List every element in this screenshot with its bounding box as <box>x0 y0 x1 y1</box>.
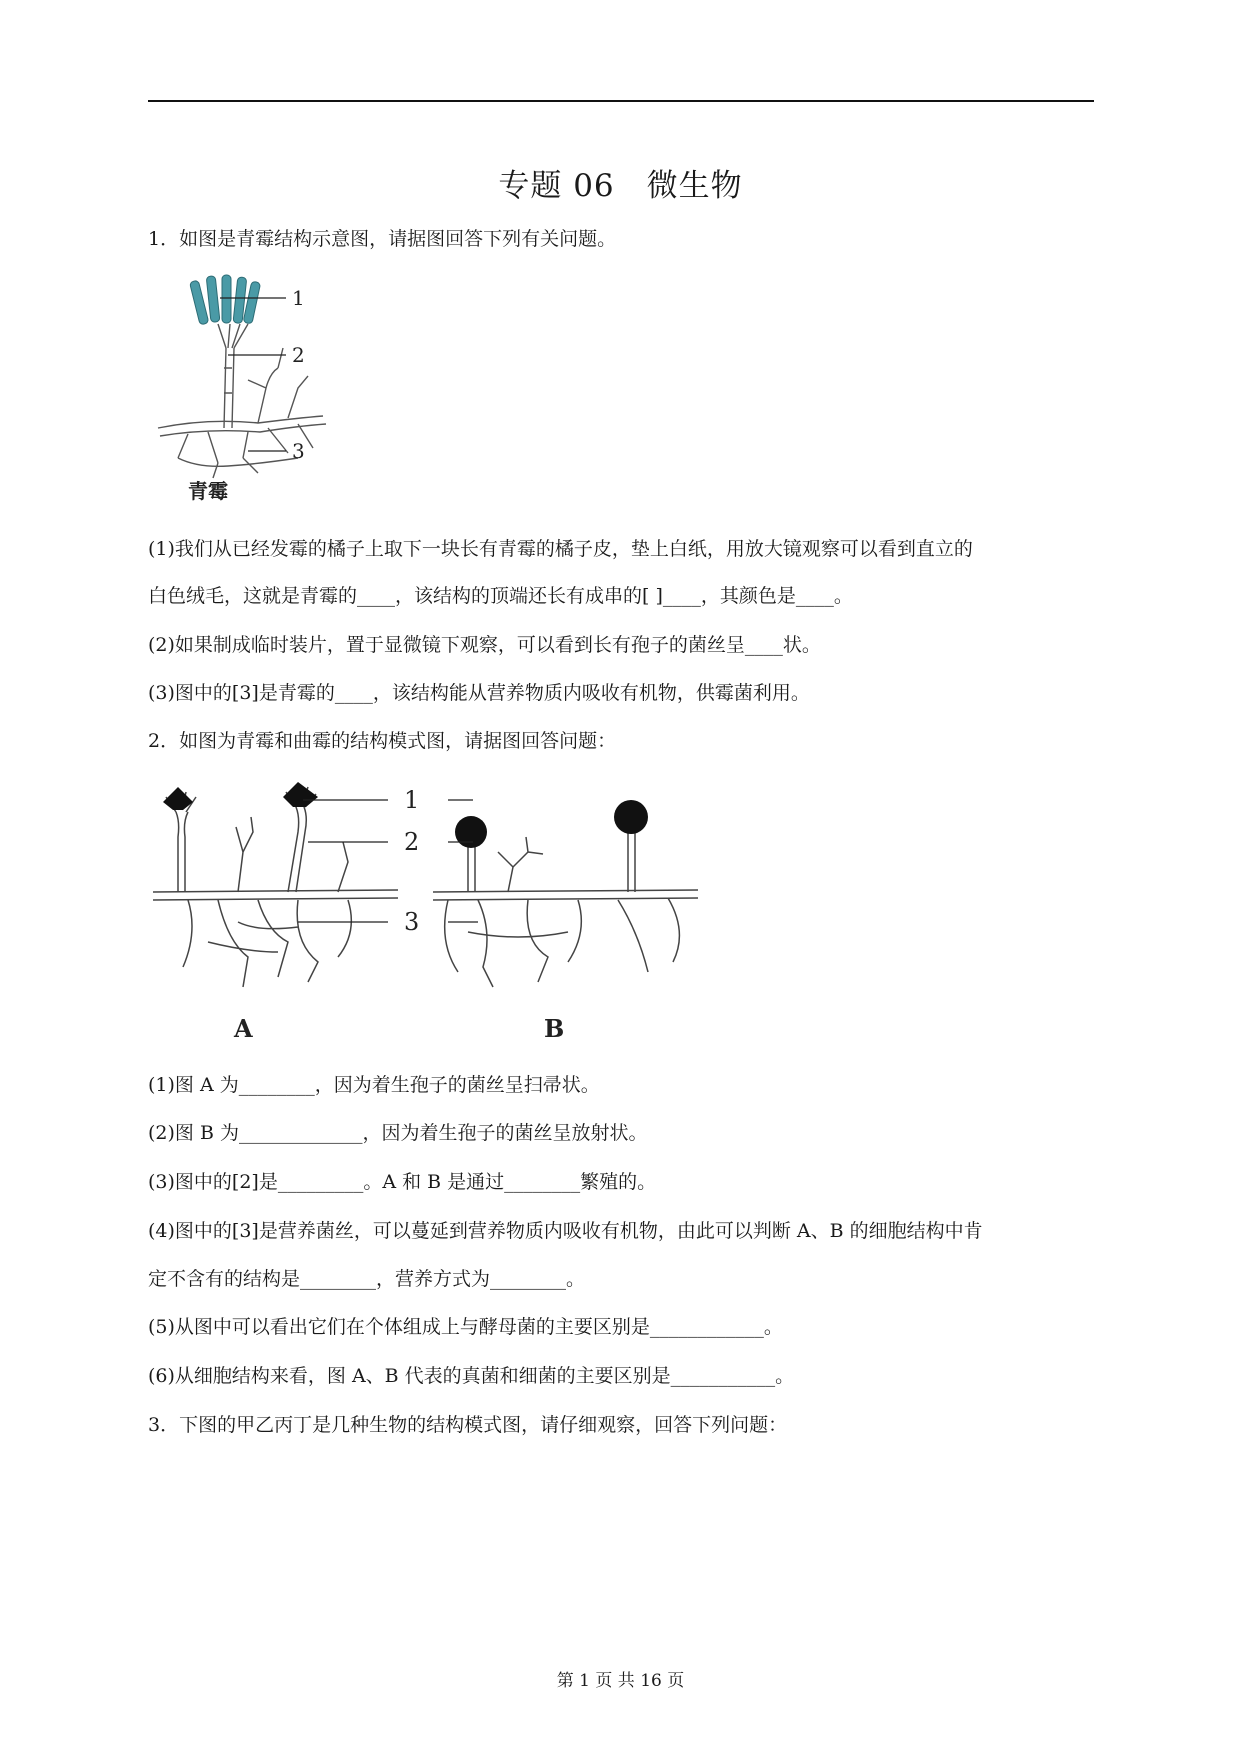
q1-stem: 1．如图是青霉结构示意图，请据图回答下列有关问题。 <box>148 228 617 250</box>
molds-label-3: 3 <box>404 908 420 936</box>
mold-a-caption: A <box>234 1014 253 1043</box>
molds-figure <box>148 782 708 1052</box>
q1-part3: (3)图中的[3]是青霉的____，该结构能从营养物质内吸收有机物，供霉菌利用。 <box>148 682 810 704</box>
q2-part1: (1)图 A 为________，因为着生孢子的菌丝呈扫帚状。 <box>148 1074 600 1096</box>
penicillium-label-1: 1 <box>292 286 305 310</box>
mold-b-caption: B <box>544 1014 565 1043</box>
mold-a-spore-heads <box>163 782 318 810</box>
penicillium-figure <box>148 268 348 508</box>
penicillium-label-2: 2 <box>292 343 305 367</box>
q2-part5: (5)从图中可以看出它们在个体组成上与酵母菌的主要区别是____________。 <box>148 1316 783 1338</box>
q1-part2: (2)如果制成临时装片，置于显微镜下观察，可以看到长有孢子的菌丝呈____状。 <box>148 634 821 656</box>
page-footer: 第 1 页 共 16 页 <box>556 1671 685 1691</box>
molds-labels <box>404 786 419 936</box>
penicillium-caption: 青霉 <box>188 479 228 503</box>
penicillium-label-3: 3 <box>292 439 305 463</box>
molds-label-2: 2 <box>404 828 420 856</box>
mold-b-structure <box>433 827 698 987</box>
q1-part1-line1: (1)我们从已经发霉的橘子上取下一块长有青霉的橘子皮，垫上白纸，用放大镜观察可以看到直立的 <box>148 538 973 560</box>
q2-part3: (3)图中的[2]是_________。A 和 B 是通过________繁殖的。 <box>148 1171 657 1193</box>
header-rule <box>148 100 1094 102</box>
q2-part4-line2: 定不含有的结构是________，营养方式为________。 <box>148 1268 586 1290</box>
molds-leader-lines <box>298 800 478 922</box>
mold-b-spore-heads <box>455 800 648 848</box>
penicillium-spore-chains <box>189 275 260 325</box>
penicillium-labels <box>292 286 305 463</box>
page-title: 专题 06 微生物 <box>498 168 743 204</box>
q1-part1-line2: 白色绒毛，这就是青霉的____，该结构的顶端还长有成串的[ ]____，其颜色是____。 <box>148 585 853 607</box>
mold-a-structure <box>153 787 398 987</box>
q2-part2: (2)图 B 为_____________，因为着生孢子的菌丝呈放射状。 <box>148 1122 648 1144</box>
q2-stem: 2．如图为青霉和曲霉的结构模式图，请据图回答问题： <box>148 730 617 752</box>
q2-part4-line1: (4)图中的[3]是营养菌丝，可以蔓延到营养物质内吸收有机物，由此可以判断 A、B 的细胞结构中肯 <box>148 1220 983 1242</box>
q3-stem: 3．下图的甲乙丙丁是几种生物的结构模式图，请仔细观察，回答下列问题： <box>148 1414 788 1436</box>
molds-label-1: 1 <box>404 786 420 814</box>
q2-part6: (6)从细胞结构来看，图 A、B 代表的真菌和细菌的主要区别是___________。 <box>148 1365 795 1387</box>
